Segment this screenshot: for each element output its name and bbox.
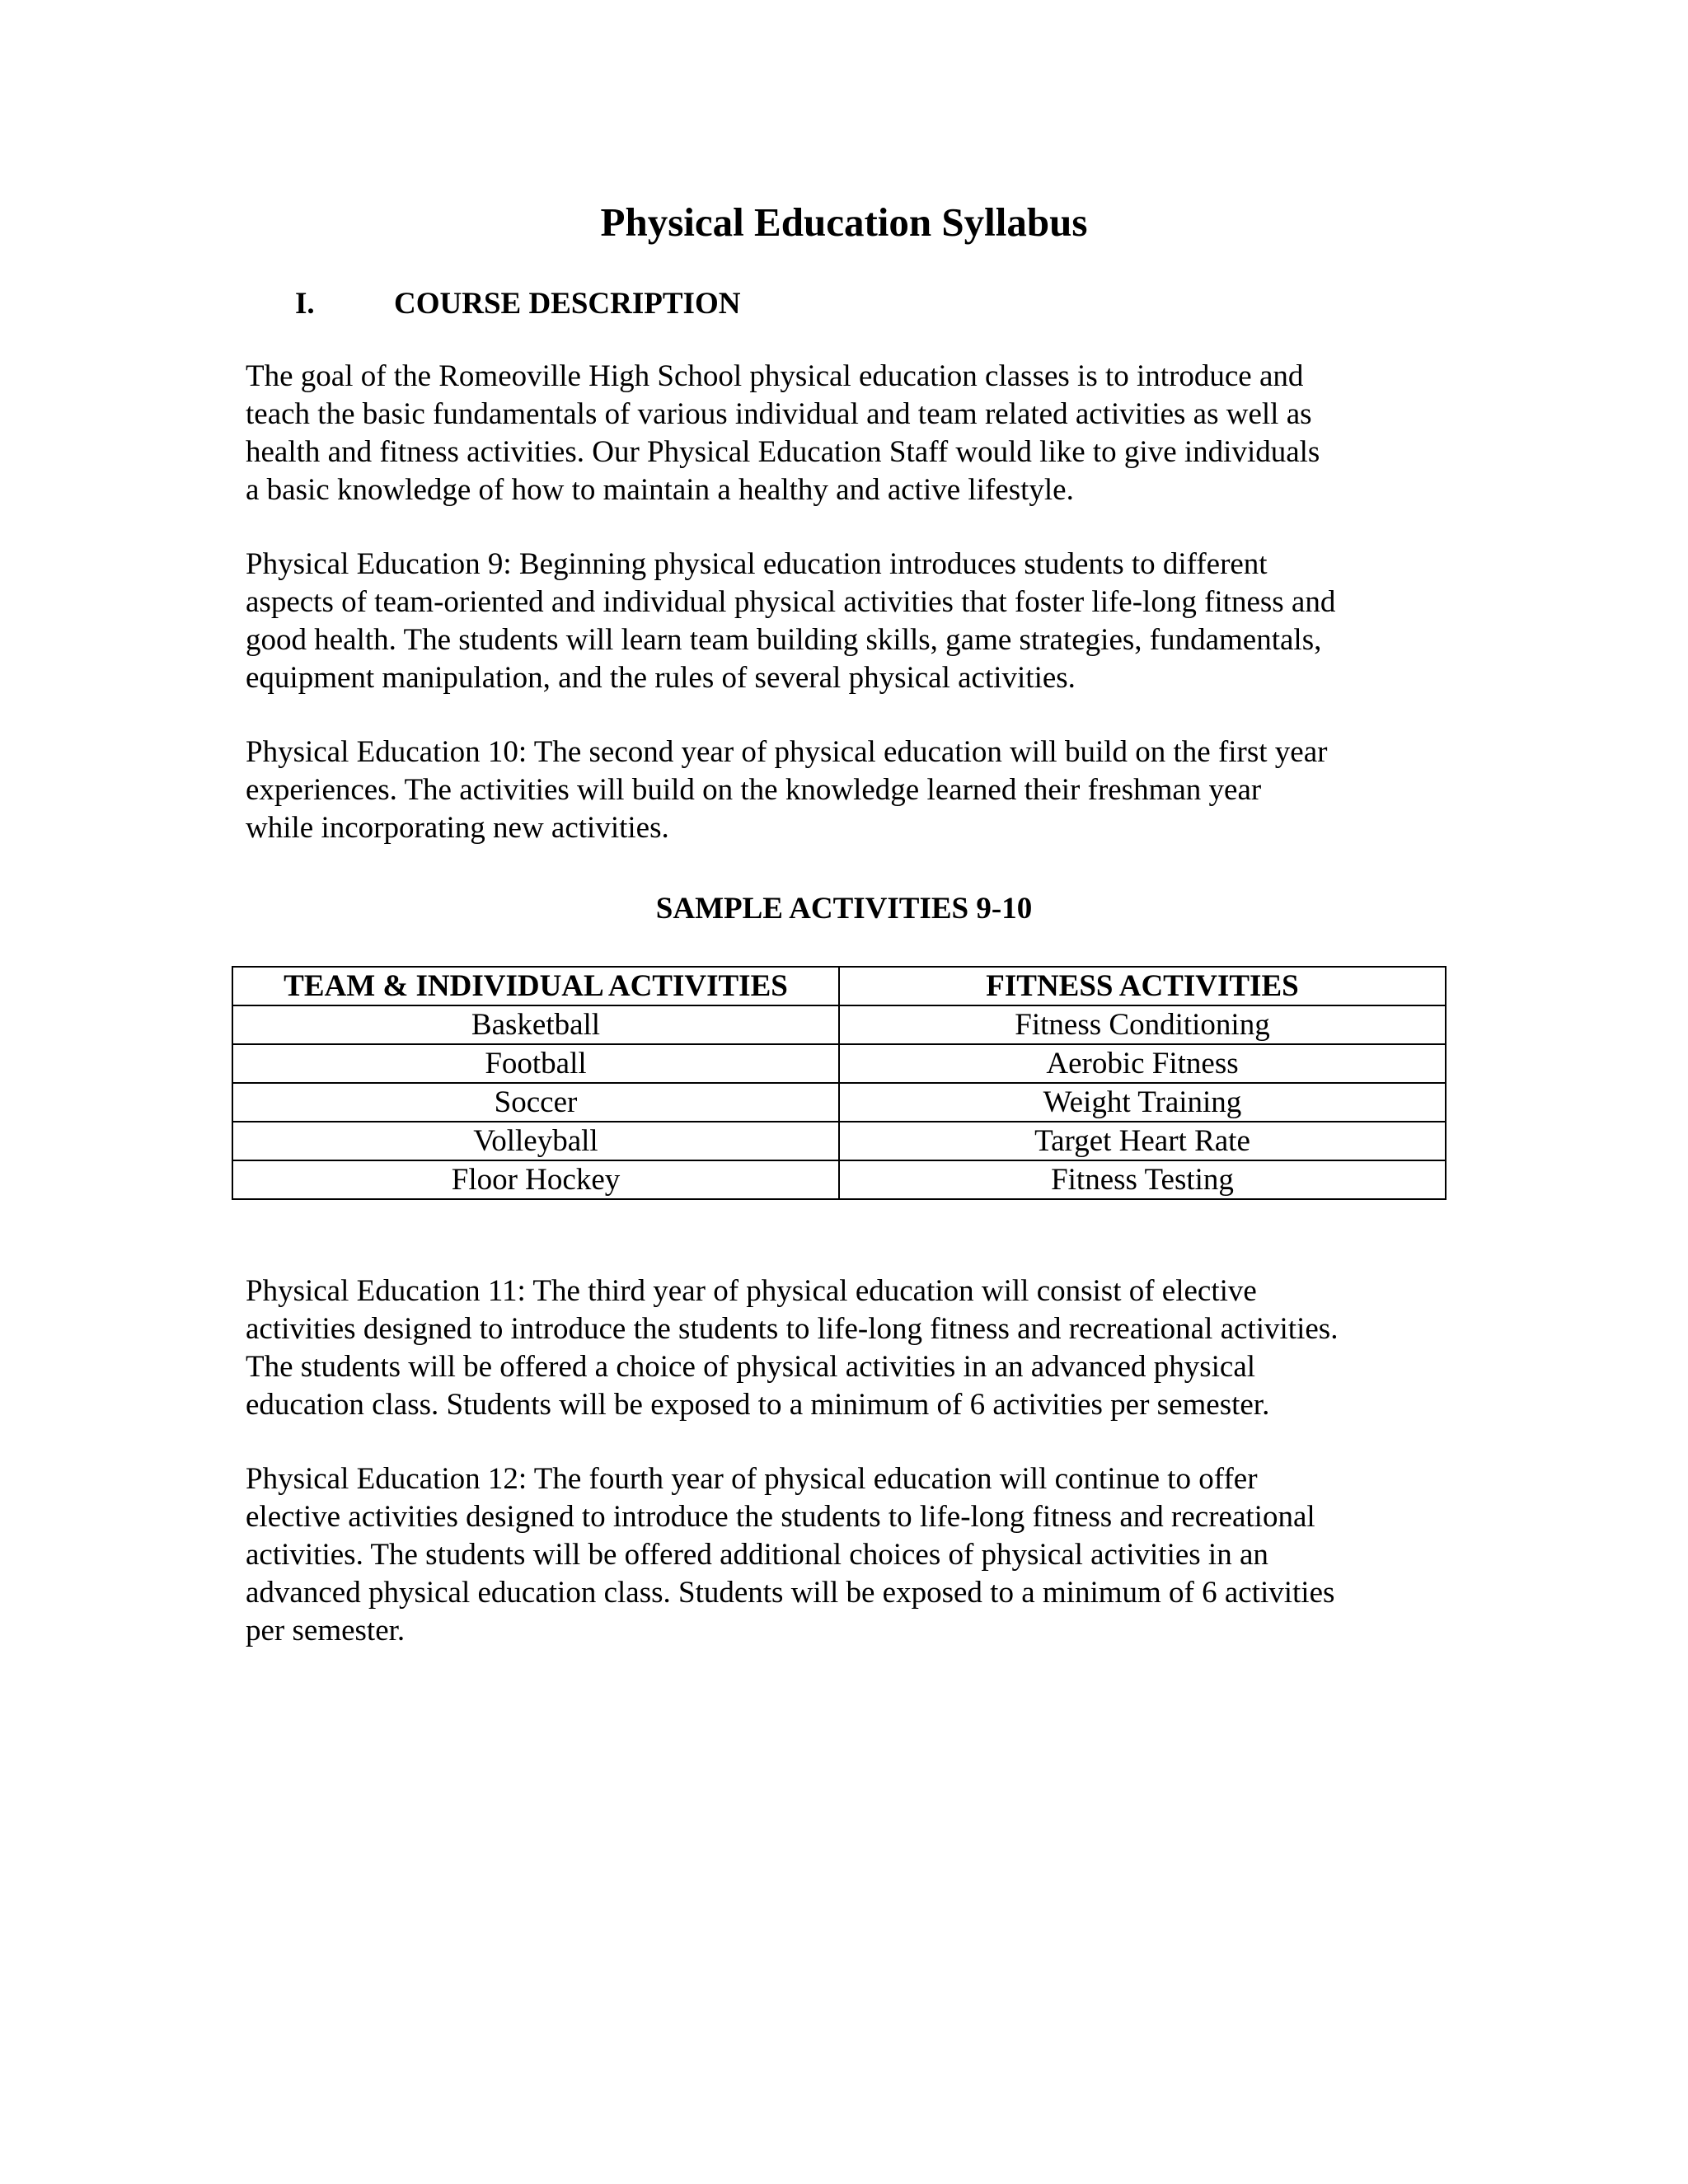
paragraph-line: The goal of the Romeoville High School physical education classes is to introduce and <box>246 359 1304 393</box>
table-title: SAMPLE ACTIVITIES 9-10 <box>655 892 1033 926</box>
table-cell-team: Volleyball <box>232 1122 839 1160</box>
table-cell-fitness: Fitness Conditioning <box>839 1005 1446 1044</box>
paragraph-line: Physical Education 9: Beginning physical education introduces students to different <box>246 547 1268 581</box>
paragraph-pe-11 <box>246 1272 1449 1424</box>
paragraph-line: experiences. The activities will build on the knowledge learned their freshman year <box>246 773 1262 807</box>
table-header-fitness: FITNESS ACTIVITIES <box>839 967 1446 1005</box>
table-cell-team: Football <box>232 1044 839 1083</box>
paragraph-line: education class. Students will be exposed to a minimum of 6 activities per semester. <box>246 1388 1270 1422</box>
table-header-row <box>232 967 1446 1005</box>
section-title: COURSE DESCRIPTION <box>394 287 741 321</box>
table-row <box>232 1044 1446 1083</box>
table-row <box>232 1005 1446 1044</box>
paragraph-line: advanced physical education class. Students will be exposed to a minimum of 6 activities <box>246 1576 1335 1610</box>
table-cell-fitness: Target Heart Rate <box>839 1122 1446 1160</box>
page-title: Physical Education Syllabus <box>600 199 1088 245</box>
paragraph-line: teach the basic fundamentals of various individual and team related activities as well as <box>246 397 1312 431</box>
table-row <box>232 1122 1446 1160</box>
table-cell-team: Basketball <box>232 1005 839 1044</box>
table-cell-fitness: Fitness Testing <box>839 1160 1446 1199</box>
table-cell-fitness: Weight Training <box>839 1083 1446 1122</box>
paragraph-line: equipment manipulation, and the rules of several physical activities. <box>246 661 1076 695</box>
table-cell-team: Soccer <box>232 1083 839 1122</box>
paragraph-line: The students will be offered a choice of physical activities in an advanced physical <box>246 1350 1256 1384</box>
section-heading <box>295 285 740 323</box>
table-row <box>232 1160 1446 1199</box>
paragraph-pe-12 <box>246 1460 1449 1650</box>
table-row <box>232 1083 1446 1122</box>
sample-activities-table <box>232 966 1447 1200</box>
paragraph-line: health and fitness activities. Our Physical Education Staff would like to give individuals <box>246 435 1320 469</box>
paragraph-pe-10 <box>246 733 1449 847</box>
paragraph-line: Physical Education 10: The second year of physical education will build on the first year <box>246 735 1328 769</box>
table-header-team: TEAM & INDIVIDUAL ACTIVITIES <box>232 967 839 1005</box>
paragraph-line: aspects of team-oriented and individual physical activities that foster life-long fitness and <box>246 585 1336 619</box>
paragraph-line: good health. The students will learn team building skills, game strategies, fundamentals, <box>246 623 1322 657</box>
paragraph-line: elective activities designed to introduce the students to life-long fitness and recreational <box>246 1500 1315 1534</box>
paragraph-line: per semester. <box>246 1614 406 1647</box>
table-cell-team: Floor Hockey <box>232 1160 839 1199</box>
paragraph-line: activities. The students will be offered additional choices of physical activities in an <box>246 1538 1268 1572</box>
paragraph-line: Physical Education 11: The third year of physical education will consist of elective <box>246 1274 1257 1308</box>
paragraph-pe-9 <box>246 546 1449 697</box>
paragraph-course-goal <box>246 358 1449 509</box>
paragraph-line: while incorporating new activities. <box>246 811 669 845</box>
table-cell-fitness: Aerobic Fitness <box>839 1044 1446 1083</box>
paragraph-line: Physical Education 12: The fourth year of physical education will continue to offer <box>246 1462 1258 1496</box>
section-number: I. <box>295 287 315 321</box>
paragraph-line: a basic knowledge of how to maintain a healthy and active lifestyle. <box>246 473 1074 507</box>
paragraph-line: activities designed to introduce the students to life-long fitness and recreational activities. <box>246 1312 1339 1346</box>
